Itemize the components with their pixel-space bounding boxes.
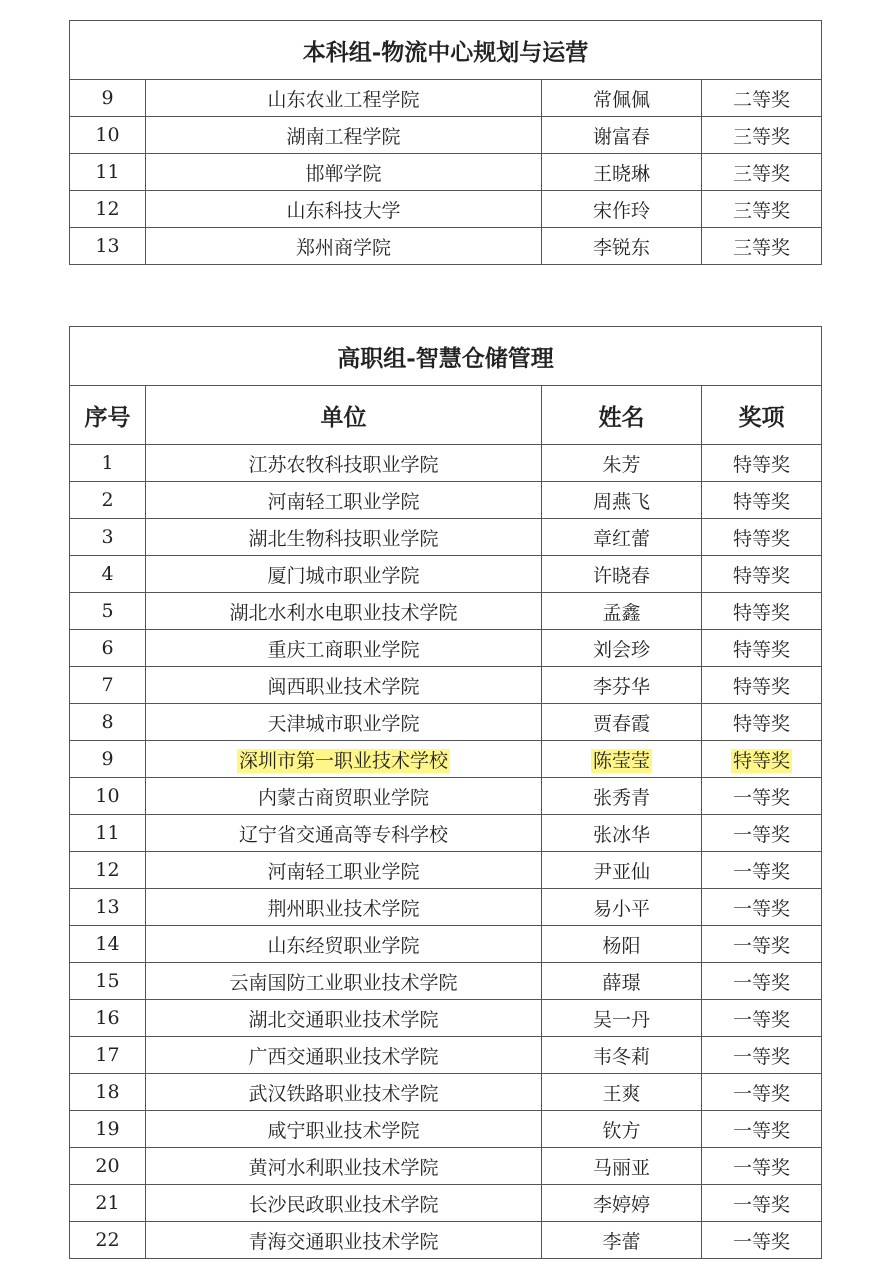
cell-award: 特等奖: [702, 704, 822, 741]
table-row: [70, 593, 822, 630]
cell-award: 特等奖: [702, 519, 822, 556]
table-row: [70, 117, 822, 154]
cell-name: 吴一丹: [542, 1000, 702, 1037]
cell-award: 特等奖: [702, 667, 822, 704]
cell-award: 特等奖: [702, 445, 822, 482]
cell-unit: 广西交通职业技术学院: [146, 1037, 542, 1074]
cell-unit: 厦门城市职业学院: [146, 556, 542, 593]
cell-award: 一等奖: [702, 1074, 822, 1111]
cell-award: 特等奖: [702, 482, 822, 519]
cell-name: 李蕾: [542, 1222, 702, 1259]
table-row: [70, 228, 822, 265]
cell-no: 10: [70, 778, 146, 815]
table-row: [70, 556, 822, 593]
header-no: 序号: [70, 386, 146, 445]
table-row: [70, 445, 822, 482]
cell-no: 20: [70, 1148, 146, 1185]
cell-award: 二等奖: [702, 80, 822, 117]
cell-unit: 闽西职业技术学院: [146, 667, 542, 704]
cell-name: 李芬华: [542, 667, 702, 704]
cell-unit: 天津城市职业学院: [146, 704, 542, 741]
table-row: [70, 778, 822, 815]
cell-no: 18: [70, 1074, 146, 1111]
cell-no: 8: [70, 704, 146, 741]
cell-no: 17: [70, 1037, 146, 1074]
cell-unit: 湖北生物科技职业学院: [146, 519, 542, 556]
cell-name: 张冰华: [542, 815, 702, 852]
cell-name: 宋作玲: [542, 191, 702, 228]
table-row: [70, 704, 822, 741]
cell-unit: 咸宁职业技术学院: [146, 1111, 542, 1148]
cell-name: 贾春霞: [542, 704, 702, 741]
cell-award: 一等奖: [702, 1111, 822, 1148]
cell-award: 一等奖: [702, 852, 822, 889]
cell-no: 21: [70, 1185, 146, 1222]
cell-award: 一等奖: [702, 778, 822, 815]
cell-unit: 山东经贸职业学院: [146, 926, 542, 963]
cell-no: 14: [70, 926, 146, 963]
cell-no: 12: [70, 191, 146, 228]
cell-name: 韦冬莉: [542, 1037, 702, 1074]
cell-name: 谢富春: [542, 117, 702, 154]
table-row: [70, 191, 822, 228]
cell-name: 许晓春: [542, 556, 702, 593]
cell-award: 一等奖: [702, 889, 822, 926]
cell-award: 一等奖: [702, 1185, 822, 1222]
undergrad-logistics-table: [69, 20, 822, 265]
table-row: [70, 1111, 822, 1148]
table-row: [70, 519, 822, 556]
table-row: [70, 1148, 822, 1185]
table-row: [70, 815, 822, 852]
cell-unit: 重庆工商职业学院: [146, 630, 542, 667]
cell-unit: 长沙民政职业技术学院: [146, 1185, 542, 1222]
cell-unit: 湖北水利水电职业技术学院: [146, 593, 542, 630]
cell-award: 特等奖: [702, 630, 822, 667]
table-header-row: [70, 386, 822, 445]
cell-award: 一等奖: [702, 926, 822, 963]
cell-no: 11: [70, 815, 146, 852]
cell-name: 李婷婷: [542, 1185, 702, 1222]
cell-no: 3: [70, 519, 146, 556]
table-row: [70, 926, 822, 963]
header-award: 奖项: [702, 386, 822, 445]
vocational-warehouse-table: [69, 326, 822, 1259]
cell-name: 王晓琳: [542, 154, 702, 191]
table-row: [70, 1185, 822, 1222]
cell-no: 5: [70, 593, 146, 630]
cell-unit: 河南轻工职业学院: [146, 482, 542, 519]
table-row: [70, 1222, 822, 1259]
cell-name: 章红蕾: [542, 519, 702, 556]
cell-no: 13: [70, 889, 146, 926]
cell-unit: 辽宁省交通高等专科学校: [146, 815, 542, 852]
table-row: [70, 852, 822, 889]
cell-unit: 郑州商学院: [146, 228, 542, 265]
cell-award: 一等奖: [702, 1000, 822, 1037]
cell-no: 7: [70, 667, 146, 704]
cell-unit: 邯郸学院: [146, 154, 542, 191]
cell-no: 16: [70, 1000, 146, 1037]
table-row: [70, 667, 822, 704]
table-row: [70, 482, 822, 519]
cell-award: 三等奖: [702, 228, 822, 265]
cell-award: 三等奖: [702, 117, 822, 154]
table-title: 本科组-物流中心规划与运营: [70, 21, 822, 80]
cell-unit: 湖北交通职业技术学院: [146, 1000, 542, 1037]
cell-award: 一等奖: [702, 1222, 822, 1259]
table-row: [70, 80, 822, 117]
cell-name: 周燕飞: [542, 482, 702, 519]
cell-name: 李锐东: [542, 228, 702, 265]
cell-no: 11: [70, 154, 146, 191]
cell-name: 尹亚仙: [542, 852, 702, 889]
cell-award: [702, 741, 822, 778]
cell-unit: 内蒙古商贸职业学院: [146, 778, 542, 815]
highlighted-text: 特等奖: [733, 749, 791, 772]
cell-award: 一等奖: [702, 963, 822, 1000]
cell-no: 6: [70, 630, 146, 667]
cell-no: 10: [70, 117, 146, 154]
table-row: [70, 1037, 822, 1074]
cell-name: 王爽: [542, 1074, 702, 1111]
cell-no: 1: [70, 445, 146, 482]
cell-unit: 武汉铁路职业技术学院: [146, 1074, 542, 1111]
cell-unit: 云南国防工业职业技术学院: [146, 963, 542, 1000]
header-unit: 单位: [146, 386, 542, 445]
cell-award: 特等奖: [702, 556, 822, 593]
cell-unit: 江苏农牧科技职业学院: [146, 445, 542, 482]
cell-award: 一等奖: [702, 815, 822, 852]
cell-name: 薛璟: [542, 963, 702, 1000]
table-row: [70, 741, 822, 778]
table-title-row: [70, 21, 822, 80]
cell-unit: 荆州职业技术学院: [146, 889, 542, 926]
cell-name: 朱芳: [542, 445, 702, 482]
cell-no: 22: [70, 1222, 146, 1259]
cell-unit: 青海交通职业技术学院: [146, 1222, 542, 1259]
cell-name: 钦方: [542, 1111, 702, 1148]
header-name: 姓名: [542, 386, 702, 445]
cell-award: 三等奖: [702, 154, 822, 191]
highlighted-text: 陈莹莹: [592, 749, 650, 772]
table-row: [70, 1074, 822, 1111]
table-row: [70, 963, 822, 1000]
cell-unit: 河南轻工职业学院: [146, 852, 542, 889]
cell-name: 杨阳: [542, 926, 702, 963]
cell-no: 9: [70, 80, 146, 117]
table-title: 高职组-智慧仓储管理: [70, 327, 822, 386]
cell-no: 4: [70, 556, 146, 593]
table-row: [70, 889, 822, 926]
cell-award: 特等奖: [702, 593, 822, 630]
cell-no: 2: [70, 482, 146, 519]
table-row: [70, 1000, 822, 1037]
cell-name: 常佩佩: [542, 80, 702, 117]
cell-name: [542, 741, 702, 778]
cell-unit: 湖南工程学院: [146, 117, 542, 154]
cell-no: 12: [70, 852, 146, 889]
cell-name: 孟鑫: [542, 593, 702, 630]
cell-unit: 山东科技大学: [146, 191, 542, 228]
table-row: [70, 154, 822, 191]
cell-name: 马丽亚: [542, 1148, 702, 1185]
highlighted-text: 深圳市第一职业技术学校: [238, 749, 448, 772]
table-title-row: [70, 327, 822, 386]
cell-no: 15: [70, 963, 146, 1000]
cell-award: 一等奖: [702, 1037, 822, 1074]
cell-name: 易小平: [542, 889, 702, 926]
cell-award: 一等奖: [702, 1148, 822, 1185]
cell-unit: 黄河水利职业技术学院: [146, 1148, 542, 1185]
cell-name: 刘会珍: [542, 630, 702, 667]
cell-award: 三等奖: [702, 191, 822, 228]
cell-no: 13: [70, 228, 146, 265]
cell-no: 19: [70, 1111, 146, 1148]
cell-name: 张秀青: [542, 778, 702, 815]
cell-unit: [146, 741, 542, 778]
cell-unit: 山东农业工程学院: [146, 80, 542, 117]
table-row: [70, 630, 822, 667]
cell-no: 9: [70, 741, 146, 778]
